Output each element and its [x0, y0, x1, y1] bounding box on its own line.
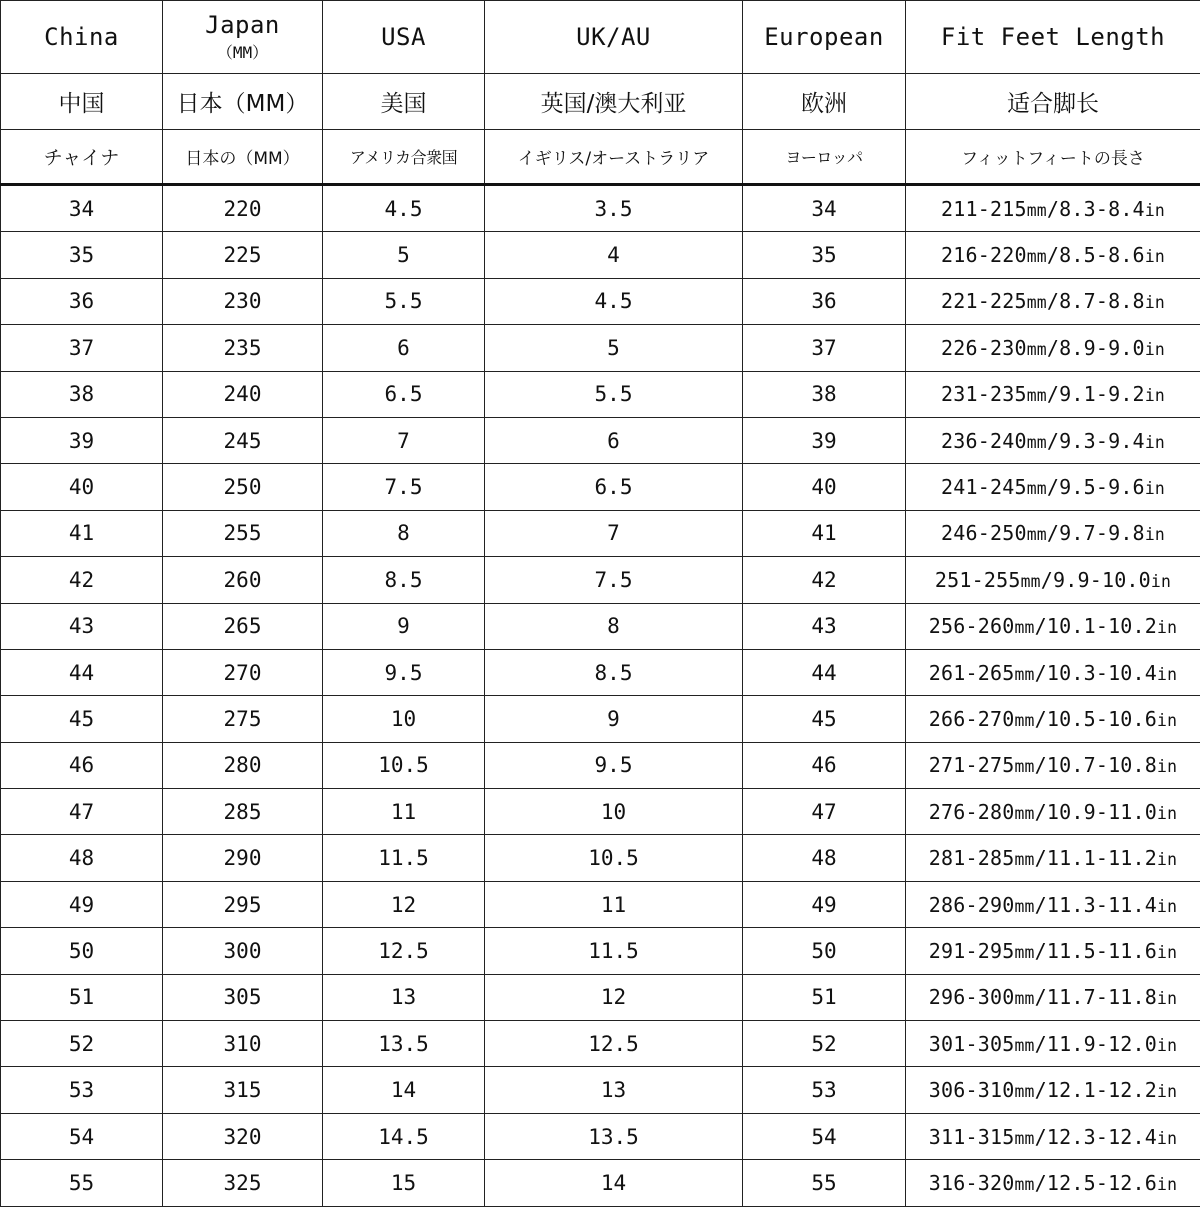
cell-japan-mm: 265: [163, 603, 323, 649]
cell-usa: 7.5: [323, 464, 485, 510]
cell-fit-feet-length: 291-295mm/11.5-11.6in: [906, 928, 1200, 974]
table-body: [1, 1, 1200, 1207]
table-row: [1, 603, 1200, 649]
cell-uk-au: 14: [485, 1160, 743, 1206]
header-label: Japan: [205, 11, 280, 39]
table-row: [1, 232, 1200, 278]
cell-fit-feet-length: 251-255mm/9.9-10.0in: [906, 557, 1200, 603]
cell-usa: 11.5: [323, 835, 485, 881]
cell-fit-feet-length: 316-320mm/12.5-12.6in: [906, 1160, 1200, 1206]
cell-usa: 6: [323, 325, 485, 371]
table-row: [1, 510, 1200, 556]
cell-fit-feet-length: 286-290mm/11.3-11.4in: [906, 881, 1200, 927]
cell-fit-feet-length: 216-220mm/8.5-8.6in: [906, 232, 1200, 278]
table-row: [1, 881, 1200, 927]
header-cell-japan-en: [163, 1, 323, 74]
cell-china: 48: [1, 835, 163, 881]
cell-uk-au: 13.5: [485, 1113, 743, 1159]
cell-uk-au: 13: [485, 1067, 743, 1113]
header-label: USA: [381, 23, 426, 51]
cell-japan-mm: 250: [163, 464, 323, 510]
cell-china: 53: [1, 1067, 163, 1113]
cell-uk-au: 8: [485, 603, 743, 649]
cell-china: 35: [1, 232, 163, 278]
cell-uk-au: 3.5: [485, 185, 743, 232]
cell-usa: 6.5: [323, 371, 485, 417]
cell-fit-feet-length: 231-235mm/9.1-9.2in: [906, 371, 1200, 417]
table-row: [1, 1021, 1200, 1067]
cell-european: 46: [743, 742, 906, 788]
cell-usa: 12: [323, 881, 485, 927]
header-row-chinese: [1, 74, 1200, 130]
cell-uk-au: 9: [485, 696, 743, 742]
cell-japan-mm: 305: [163, 974, 323, 1020]
table-row: [1, 185, 1200, 232]
cell-european: 39: [743, 417, 906, 463]
header-cell-ukau-en: [485, 1, 743, 74]
cell-european: 48: [743, 835, 906, 881]
cell-fit-feet-length: 241-245mm/9.5-9.6in: [906, 464, 1200, 510]
cell-china: 34: [1, 185, 163, 232]
cell-japan-mm: 280: [163, 742, 323, 788]
cell-european: 54: [743, 1113, 906, 1159]
cell-usa: 13: [323, 974, 485, 1020]
cell-uk-au: 4: [485, 232, 743, 278]
table-row: [1, 371, 1200, 417]
cell-fit-feet-length: 211-215mm/8.3-8.4in: [906, 185, 1200, 232]
cell-japan-mm: 255: [163, 510, 323, 556]
table-row: [1, 557, 1200, 603]
cell-japan-mm: 235: [163, 325, 323, 371]
cell-european: 45: [743, 696, 906, 742]
cell-fit-feet-length: 276-280mm/10.9-11.0in: [906, 789, 1200, 835]
cell-china: 46: [1, 742, 163, 788]
header-cell-ukau-jp: イギリス/オーストラリア: [485, 130, 743, 185]
cell-china: 42: [1, 557, 163, 603]
cell-fit-feet-length: 271-275mm/10.7-10.8in: [906, 742, 1200, 788]
cell-china: 36: [1, 278, 163, 324]
cell-uk-au: 7.5: [485, 557, 743, 603]
table-row: [1, 1113, 1200, 1159]
cell-japan-mm: 285: [163, 789, 323, 835]
cell-european: 40: [743, 464, 906, 510]
cell-fit-feet-length: 311-315mm/12.3-12.4in: [906, 1113, 1200, 1159]
cell-european: 35: [743, 232, 906, 278]
cell-uk-au: 4.5: [485, 278, 743, 324]
cell-european: 51: [743, 974, 906, 1020]
cell-usa: 5.5: [323, 278, 485, 324]
cell-china: 50: [1, 928, 163, 974]
header-label: China: [44, 23, 119, 51]
cell-fit-feet-length: 301-305mm/11.9-12.0in: [906, 1021, 1200, 1067]
cell-china: 54: [1, 1113, 163, 1159]
cell-china: 44: [1, 649, 163, 695]
cell-japan-mm: 225: [163, 232, 323, 278]
header-cell-japan-jp: 日本の（MM）: [163, 130, 323, 185]
header-cell-china-cn: 中国: [1, 74, 163, 130]
cell-usa: 15: [323, 1160, 485, 1206]
cell-uk-au: 12: [485, 974, 743, 1020]
table-row: [1, 1160, 1200, 1206]
cell-usa: 14: [323, 1067, 485, 1113]
header-cell-usa-cn: 美国: [323, 74, 485, 130]
cell-european: 53: [743, 1067, 906, 1113]
cell-fit-feet-length: 256-260mm/10.1-10.2in: [906, 603, 1200, 649]
cell-china: 52: [1, 1021, 163, 1067]
cell-china: 38: [1, 371, 163, 417]
cell-european: 50: [743, 928, 906, 974]
cell-japan-mm: 240: [163, 371, 323, 417]
cell-china: 51: [1, 974, 163, 1020]
cell-uk-au: 6.5: [485, 464, 743, 510]
header-label: Fit Feet Length: [941, 23, 1165, 51]
cell-usa: 13.5: [323, 1021, 485, 1067]
cell-usa: 12.5: [323, 928, 485, 974]
header-cell-european-jp: ヨーロッパ: [743, 130, 906, 185]
cell-japan-mm: 320: [163, 1113, 323, 1159]
header-sublabel: （MM）: [163, 40, 322, 63]
cell-japan-mm: 260: [163, 557, 323, 603]
cell-uk-au: 8.5: [485, 649, 743, 695]
table-row: [1, 325, 1200, 371]
cell-uk-au: 11: [485, 881, 743, 927]
cell-china: 41: [1, 510, 163, 556]
header-cell-ukau-cn: 英国/澳大利亚: [485, 74, 743, 130]
cell-china: 39: [1, 417, 163, 463]
cell-european: 42: [743, 557, 906, 603]
header-row-english: [1, 1, 1200, 74]
cell-japan-mm: 325: [163, 1160, 323, 1206]
cell-china: 47: [1, 789, 163, 835]
cell-japan-mm: 300: [163, 928, 323, 974]
cell-uk-au: 5: [485, 325, 743, 371]
cell-usa: 4.5: [323, 185, 485, 232]
cell-european: 52: [743, 1021, 906, 1067]
cell-usa: 8.5: [323, 557, 485, 603]
header-cell-fitfeetlength-jp: フィットフィートの長さ: [906, 130, 1200, 185]
cell-fit-feet-length: 296-300mm/11.7-11.8in: [906, 974, 1200, 1020]
cell-usa: 11: [323, 789, 485, 835]
cell-uk-au: 6: [485, 417, 743, 463]
cell-usa: 9.5: [323, 649, 485, 695]
cell-uk-au: 10: [485, 789, 743, 835]
table-row: [1, 696, 1200, 742]
table-row: [1, 464, 1200, 510]
cell-japan-mm: 275: [163, 696, 323, 742]
cell-uk-au: 11.5: [485, 928, 743, 974]
cell-fit-feet-length: 246-250mm/9.7-9.8in: [906, 510, 1200, 556]
table-row: [1, 974, 1200, 1020]
cell-uk-au: 12.5: [485, 1021, 743, 1067]
cell-japan-mm: 295: [163, 881, 323, 927]
header-label: European: [764, 23, 884, 51]
cell-fit-feet-length: 266-270mm/10.5-10.6in: [906, 696, 1200, 742]
table-row: [1, 417, 1200, 463]
table-row: [1, 278, 1200, 324]
cell-usa: 14.5: [323, 1113, 485, 1159]
cell-china: 55: [1, 1160, 163, 1206]
cell-japan-mm: 245: [163, 417, 323, 463]
cell-usa: 5: [323, 232, 485, 278]
cell-european: 38: [743, 371, 906, 417]
cell-european: 34: [743, 185, 906, 232]
cell-european: 47: [743, 789, 906, 835]
cell-usa: 9: [323, 603, 485, 649]
cell-japan-mm: 315: [163, 1067, 323, 1113]
cell-japan-mm: 220: [163, 185, 323, 232]
cell-china: 43: [1, 603, 163, 649]
cell-china: 45: [1, 696, 163, 742]
cell-japan-mm: 230: [163, 278, 323, 324]
table-row: [1, 1067, 1200, 1113]
header-label: UK/AU: [576, 23, 651, 51]
cell-usa: 10: [323, 696, 485, 742]
cell-japan-mm: 270: [163, 649, 323, 695]
header-cell-fitfeetlength-cn: 适合脚长: [906, 74, 1200, 130]
cell-japan-mm: 290: [163, 835, 323, 881]
header-cell-china-jp: チャイナ: [1, 130, 163, 185]
cell-china: 37: [1, 325, 163, 371]
cell-usa: 7: [323, 417, 485, 463]
cell-uk-au: 7: [485, 510, 743, 556]
cell-uk-au: 9.5: [485, 742, 743, 788]
cell-uk-au: 10.5: [485, 835, 743, 881]
cell-european: 43: [743, 603, 906, 649]
header-cell-european-en: [743, 1, 906, 74]
cell-european: 55: [743, 1160, 906, 1206]
cell-china: 40: [1, 464, 163, 510]
header-cell-fitfeetlength-en: [906, 1, 1200, 74]
cell-european: 37: [743, 325, 906, 371]
cell-fit-feet-length: 261-265mm/10.3-10.4in: [906, 649, 1200, 695]
cell-european: 44: [743, 649, 906, 695]
cell-fit-feet-length: 236-240mm/9.3-9.4in: [906, 417, 1200, 463]
header-row-japanese: [1, 130, 1200, 185]
cell-european: 41: [743, 510, 906, 556]
cell-european: 49: [743, 881, 906, 927]
cell-fit-feet-length: 226-230mm/8.9-9.0in: [906, 325, 1200, 371]
cell-usa: 8: [323, 510, 485, 556]
header-cell-european-cn: 欧洲: [743, 74, 906, 130]
table-row: [1, 649, 1200, 695]
table-row: [1, 742, 1200, 788]
cell-china: 49: [1, 881, 163, 927]
cell-fit-feet-length: 221-225mm/8.7-8.8in: [906, 278, 1200, 324]
table-row: [1, 928, 1200, 974]
table-row: [1, 835, 1200, 881]
cell-european: 36: [743, 278, 906, 324]
header-cell-usa-en: [323, 1, 485, 74]
header-cell-japan-cn: 日本（MM）: [163, 74, 323, 130]
cell-fit-feet-length: 281-285mm/11.1-11.2in: [906, 835, 1200, 881]
cell-usa: 10.5: [323, 742, 485, 788]
header-cell-usa-jp: アメリカ合衆国: [323, 130, 485, 185]
cell-fit-feet-length: 306-310mm/12.1-12.2in: [906, 1067, 1200, 1113]
header-cell-china-en: [1, 1, 163, 74]
cell-uk-au: 5.5: [485, 371, 743, 417]
table-row: [1, 789, 1200, 835]
cell-japan-mm: 310: [163, 1021, 323, 1067]
